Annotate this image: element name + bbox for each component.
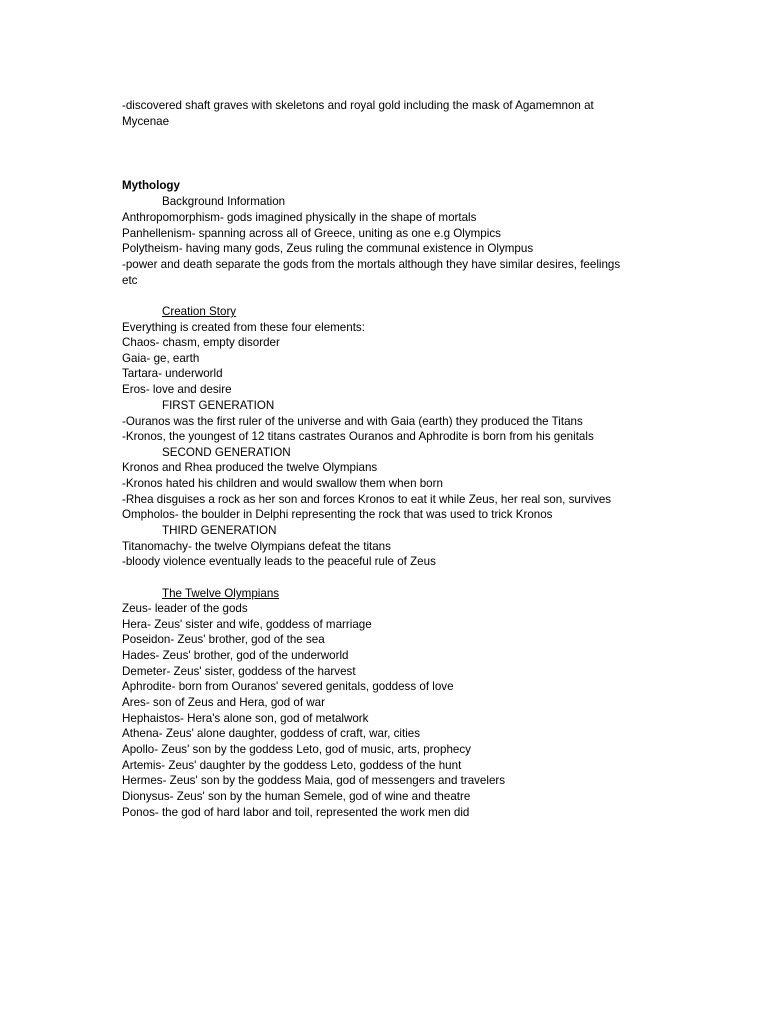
subheading-creation-story: Creation Story — [162, 305, 237, 318]
text-line: Titanomachy- the twelve Olympians defeat the titans — [122, 540, 391, 553]
text-line: Panhellenism- spanning across all of Greece, uniting as one e.g Olympics — [122, 227, 501, 240]
intro-line: -discovered shaft graves with skeletons and royal gold including the mask of Agamemnon at — [122, 99, 594, 112]
list-item: Athena- Zeus' alone daughter, goddess of craft, war, cities — [122, 727, 421, 740]
list-item: Hephaistos- Hera's alone son, god of metalwork — [122, 712, 369, 725]
list-item: Demeter- Zeus' sister, goddess of the harvest — [122, 665, 356, 678]
generation-heading-first: FIRST GENERATION — [162, 399, 275, 412]
text-line: Kronos and Rhea produced the twelve Olympians — [122, 461, 378, 474]
list-item: Poseidon- Zeus' brother, god of the sea — [122, 633, 325, 646]
generation-heading-second: SECOND GENERATION — [162, 446, 291, 459]
text-line: -Kronos, the youngest of 12 titans castrates Ouranos and Aphrodite is born from his genitals — [122, 430, 594, 443]
list-item: Aphrodite- born from Ouranos' severed genitals, goddess of love — [122, 680, 454, 693]
text-line: -bloody violence eventually leads to the peaceful rule of Zeus — [122, 555, 436, 568]
text-line: Everything is created from these four elements: — [122, 321, 365, 334]
list-item: Hermes- Zeus' son by the goddess Maia, god of messengers and travelers — [122, 774, 506, 787]
list-item: Ponos- the god of hard labor and toil, represented the work men did — [122, 806, 470, 819]
text-line: -Kronos hated his children and would swallow them when born — [122, 477, 443, 490]
subheading-twelve-olympians: The Twelve Olympians — [162, 587, 280, 600]
section-heading-mythology: Mythology — [122, 179, 180, 192]
text-line: Polytheism- having many gods, Zeus ruling the communal existence in Olympus — [122, 242, 534, 255]
list-item: Apollo- Zeus' son by the goddess Leto, god of music, arts, prophecy — [122, 743, 471, 756]
text-line: -power and death separate the gods from the mortals although they have similar desires, feelings — [122, 258, 621, 271]
list-item: Hera- Zeus' sister and wife, goddess of marriage — [122, 618, 372, 631]
text-line: Eros- love and desire — [122, 383, 232, 396]
intro-line: Mycenae — [122, 115, 170, 128]
list-item: Ares- son of Zeus and Hera, god of war — [122, 696, 325, 709]
list-item: Artemis- Zeus' daughter by the goddess Leto, goddess of the hunt — [122, 759, 462, 772]
text-line: -Ouranos was the first ruler of the universe and with Gaia (earth) they produced the Titans — [122, 415, 583, 428]
generation-heading-third: THIRD GENERATION — [162, 524, 277, 537]
text-line: Anthropomorphism- gods imagined physically in the shape of mortals — [122, 211, 477, 224]
list-item: Zeus- leader of the gods — [122, 602, 248, 615]
text-line: Chaos- chasm, empty disorder — [122, 336, 280, 349]
subheading-background: Background Information — [162, 195, 286, 208]
list-item: Hades- Zeus' brother, god of the underworld — [122, 649, 349, 662]
text-line: Gaia- ge, earth — [122, 352, 200, 365]
text-line: etc — [122, 274, 138, 287]
list-item: Dionysus- Zeus' son by the human Semele, god of wine and theatre — [122, 790, 471, 803]
text-line: Ompholos- the boulder in Delphi representing the rock that was used to trick Kronos — [122, 508, 553, 521]
text-line: -Rhea disguises a rock as her son and forces Kronos to eat it while Zeus, her real son, survives — [122, 493, 612, 506]
text-line: Tartara- underworld — [122, 367, 223, 380]
